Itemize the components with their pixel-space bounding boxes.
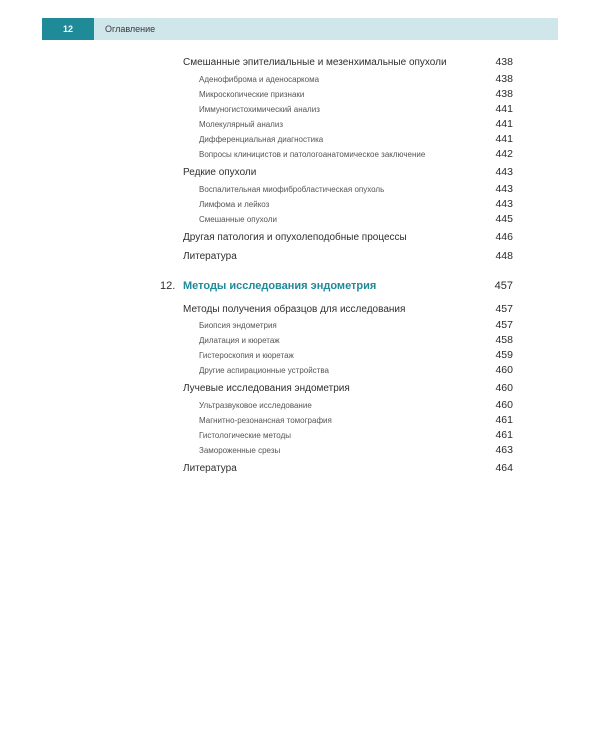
toc-subentry-title: Ультразвуковое исследование xyxy=(199,401,312,410)
toc-entry-page: 446 xyxy=(495,231,513,243)
toc-subentry-page: 461 xyxy=(495,414,513,426)
toc-subentry-title: Молекулярный анализ xyxy=(199,120,283,129)
chapter-number: 12. xyxy=(160,280,176,292)
toc-subentry-page: 460 xyxy=(495,364,513,376)
toc-subentry-title: Иммуногистохимический анализ xyxy=(199,105,320,114)
toc-subentry[interactable] xyxy=(183,363,513,378)
toc-subentry-page: 441 xyxy=(495,103,513,115)
toc-subentry-page: 441 xyxy=(495,133,513,145)
toc-subentry[interactable] xyxy=(183,348,513,363)
toc-subentry-title: Лимфома и лейкоз xyxy=(199,200,270,209)
page-number: 12 xyxy=(42,18,94,40)
toc-subentry[interactable] xyxy=(183,443,513,458)
toc-subentry-title: Дилатация и кюретаж xyxy=(199,336,280,345)
toc-subentry-page: 443 xyxy=(495,198,513,210)
toc-entry-page: 457 xyxy=(495,303,513,315)
toc-subentry[interactable] xyxy=(183,212,513,227)
toc-subentry-title: Смешанные опухоли xyxy=(199,215,277,224)
toc-subentry[interactable] xyxy=(183,413,513,428)
toc-subentry[interactable] xyxy=(183,102,513,117)
toc-subentry-title: Биопсия эндометрия xyxy=(199,321,277,330)
toc-subentry-page: 443 xyxy=(495,183,513,195)
toc-subentry-title: Гистероскопия и кюретаж xyxy=(199,351,294,360)
toc-subentry-page: 461 xyxy=(495,429,513,441)
toc-subentry-page: 441 xyxy=(495,118,513,130)
chapter-title: Методы исследования эндометрия xyxy=(183,280,377,292)
toc-subentry[interactable] xyxy=(183,428,513,443)
toc-entry[interactable] xyxy=(183,230,513,245)
toc-subentry-page: 457 xyxy=(495,319,513,331)
toc-entry-title: Лучевые исследования эндометрия xyxy=(183,383,350,394)
toc-entry-title: Смешанные эпителиальные и мезенхимальные опухоли xyxy=(183,57,447,68)
toc-entry[interactable] xyxy=(183,461,513,476)
toc-entry-page: 443 xyxy=(495,166,513,178)
toc-subentry-title: Микроскопические признаки xyxy=(199,90,305,99)
toc-subentry-page: 460 xyxy=(495,399,513,411)
toc-entry[interactable] xyxy=(183,55,513,70)
toc-subentry-title: Замороженные срезы xyxy=(199,446,281,455)
toc-subentry[interactable] xyxy=(183,333,513,348)
running-header xyxy=(42,18,558,40)
toc-subentry-page: 445 xyxy=(495,213,513,225)
toc-subentry[interactable] xyxy=(183,117,513,132)
toc-subentry-page: 458 xyxy=(495,334,513,346)
toc-subentry-page: 438 xyxy=(495,88,513,100)
toc-subentry-title: Гистологические методы xyxy=(199,431,291,440)
toc-entry[interactable] xyxy=(183,381,513,396)
toc-subentry-title: Другие аспирационные устройства xyxy=(199,366,329,375)
toc-entry-title: Литература xyxy=(183,463,237,474)
toc-entry-title: Методы получения образцов для исследования xyxy=(183,304,406,315)
toc-subentry[interactable] xyxy=(183,182,513,197)
toc-entry[interactable] xyxy=(183,249,513,264)
toc-entry[interactable] xyxy=(183,165,513,180)
toc-subentry-title: Воспалительная миофибробластическая опухоль xyxy=(199,185,385,194)
toc-subentry[interactable] xyxy=(183,132,513,147)
toc-subentry-title: Вопросы клиницистов и патологоанатомическое заключение xyxy=(199,150,426,159)
toc-subentry[interactable] xyxy=(183,147,513,162)
toc-entry-title: Редкие опухоли xyxy=(183,167,257,178)
toc-chapter[interactable] xyxy=(160,277,513,295)
running-header-title: Оглавление xyxy=(105,24,156,34)
chapter-page: 457 xyxy=(494,280,513,292)
toc-subentry-page: 438 xyxy=(495,73,513,85)
toc-subentry-page: 442 xyxy=(495,148,513,160)
toc-entry-title: Литература xyxy=(183,251,237,262)
toc-entry-page: 448 xyxy=(495,250,513,262)
toc-subentry-title: Аденофиброма и аденосаркома xyxy=(199,75,320,84)
toc-entry[interactable] xyxy=(183,302,513,317)
toc-subentry[interactable] xyxy=(183,87,513,102)
toc-subentry-title: Магнитно-резонансная томография xyxy=(199,416,332,425)
toc-subentry[interactable] xyxy=(183,197,513,212)
toc-entry-page: 438 xyxy=(495,56,513,68)
toc-entry-page: 464 xyxy=(495,462,513,474)
toc-subentry-page: 463 xyxy=(495,444,513,456)
toc-subentry-title: Дифференциальная диагностика xyxy=(199,135,324,144)
toc-entry-title: Другая патология и опухолеподобные процессы xyxy=(183,232,407,243)
toc-subentry[interactable] xyxy=(183,318,513,333)
toc-entry-page: 460 xyxy=(495,382,513,394)
toc-subentry[interactable] xyxy=(183,72,513,87)
toc-subentry[interactable] xyxy=(183,398,513,413)
toc-subentry-page: 459 xyxy=(495,349,513,361)
